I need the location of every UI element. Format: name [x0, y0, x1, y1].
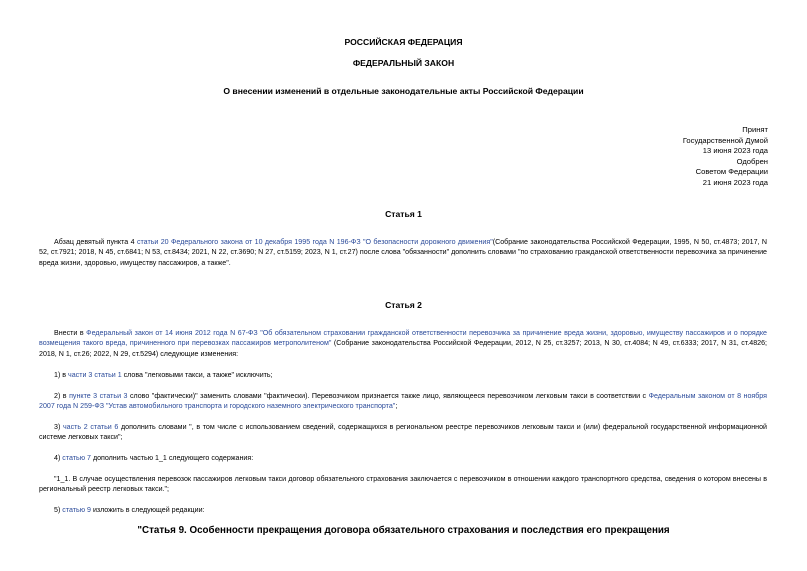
- text-run: (Собрание законодательства Российской Федерации, 2012, N 25, ст.3257; 2013, N 30, ст.4084; N 49, ст.6333; 2017, N 31, ст.4826; 2018, N 1, ст.26; 2022, N 29, ст.5294) следующие изменения:: [39, 339, 767, 358]
- law-link[interactable]: Федеральным законом от 8 ноября 2007 года N 259-ФЗ "Устав автомобильного транспорта и городского наземного электрического транспорта": [39, 392, 767, 411]
- amendment-item-3: [39, 422, 767, 443]
- adoption-line: 21 июня 2023 года: [702, 177, 768, 187]
- article-2-title: Статья 2: [385, 300, 422, 310]
- text-run: слово "фактически)" заменить словами "фактически). Перевозчиком признается также лицо, являющееся перевозчиком легковым такси в соответствии с: [127, 392, 649, 400]
- adoption-line: Государственной Думой: [682, 135, 768, 145]
- text-run: дополнить частью 1_1 следующего содержания:: [90, 454, 254, 462]
- amendment-item-1: [39, 370, 767, 380]
- law-link[interactable]: статьи 20 Федерального закона от 10 декабря 1995 года N 196-ФЗ "О безопасности дорожного движения": [136, 238, 493, 246]
- adoption-line: 13 июня 2023 года: [702, 146, 768, 156]
- text-run: (Собрание законодательства Российской Федерации, 1995, N 50, ст.4873; 2017, N 52, ст.7921; 2018, N 45, ст.6841; N 53, ст.8434; 2021, N 22, ст.3690; N 27, ст.5159; 2023, N 1, ст.27) после слова "обязанности" дополнить словами "по страхованию гражданской ответственности перевозчика за причинение вреда жизни, здоровью, имуществу пассажиров, а также".: [39, 238, 767, 267]
- article-1-title: Статья 1: [385, 209, 422, 219]
- text-run: 1) в: [54, 371, 69, 379]
- text-run: Внести в: [54, 329, 87, 337]
- adoption-line: Советом Федерации: [695, 167, 768, 177]
- adoption-line: Одобрен: [736, 156, 768, 166]
- text-run: 2) в: [54, 392, 70, 400]
- amendment-item-5: [39, 505, 767, 515]
- text-run: 4): [54, 454, 63, 462]
- adoption-line: Принят: [742, 125, 768, 134]
- law-link[interactable]: часть 2 статьи 6: [62, 423, 119, 431]
- adoption-block: [683, 125, 768, 189]
- country-heading: РОССИЙСКАЯ ФЕДЕРАЦИЯ: [344, 37, 463, 47]
- text-run: дополнить словами ", в том числе с использованием сведений, содержащихся в региональном реестре перевозчиков легковым такси и (или) федеральной государственной информационной системе легковых такси";: [39, 423, 767, 442]
- amendment-item-4-quote: "1_1. В случае осуществления перевозок пассажиров легковым такси договор обязательного страхования заключается с перевозчиком в отношении каждого транспортного средства, сведения о котором внесены в региональный реестр легковых такси.";: [39, 475, 767, 494]
- law-link[interactable]: Федеральный закон от 14 июня 2012 года N 67-ФЗ "Об обязательном страховании гражданской ответственности перевозчика за причинение вреда жизни, здоровью, имуществу пассажиров и о порядке возмещения такого вреда, причиненного при перевозках пассажиров метрополитеном": [39, 329, 767, 348]
- law-link[interactable]: статью 9: [62, 506, 91, 514]
- text-run: Абзац девятый пункта 4: [54, 238, 137, 246]
- article-9-title: "Статья 9. Особенности прекращения договора обязательного страхования и последствия его прекращения: [137, 525, 670, 536]
- amendment-item-2: [39, 391, 767, 412]
- law-link[interactable]: пункте 3 статьи 3: [69, 392, 128, 400]
- law-type-heading: ФЕДЕРАЛЬНЫЙ ЗАКОН: [352, 58, 455, 68]
- text-run: слова "легковыми такси, а также" исключить;: [121, 371, 273, 379]
- law-title: О внесении изменений в отдельные законодательные акты Российской Федерации: [223, 86, 584, 96]
- text-run: ;: [395, 402, 398, 411]
- amendment-item-4: [39, 453, 767, 463]
- law-link[interactable]: части 3 статьи 1: [68, 371, 122, 379]
- article-1-paragraph: [39, 237, 767, 268]
- text-run: 3): [54, 423, 63, 431]
- article-2-intro: [39, 328, 767, 359]
- law-link[interactable]: статью 7: [62, 454, 91, 462]
- text-run: изложить в следующей редакции:: [90, 506, 205, 514]
- text-run: 5): [54, 506, 63, 514]
